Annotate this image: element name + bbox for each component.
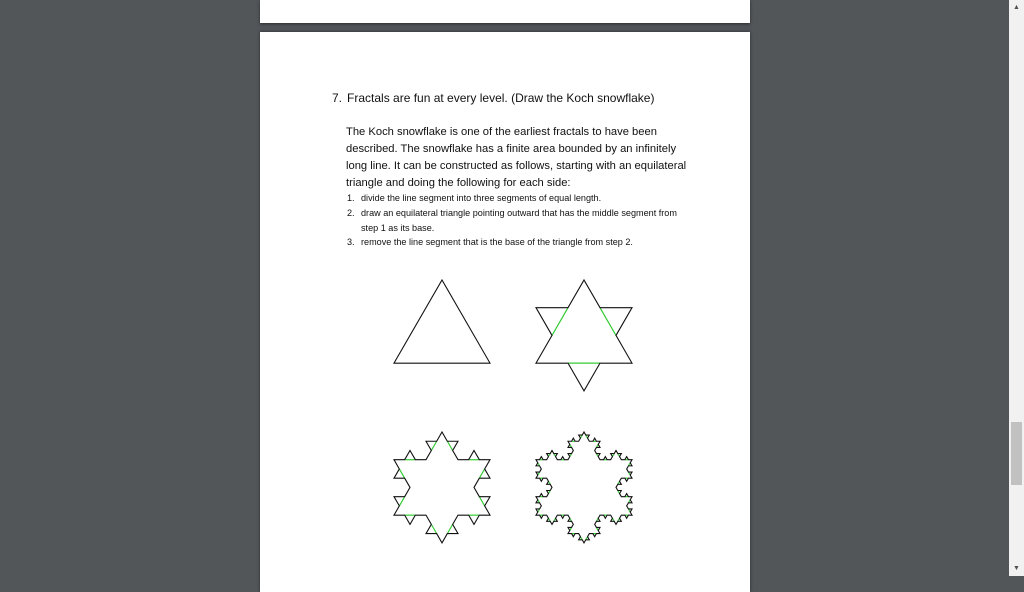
step-text: divide the line segment into three segments of equal length.	[361, 193, 602, 203]
step-item	[346, 191, 696, 206]
removed-base-segment	[431, 524, 436, 533]
removed-base-segment	[600, 308, 616, 336]
construction-steps	[346, 191, 696, 250]
question-title: Fractals are fun at every level. (Draw the Koch snowflake)	[347, 91, 655, 105]
description-paragraph: The Koch snowflake is one of the earliest fractals to have been described. The snowflake has a finite area bounded by an infinitely long line. It can be constructed as follows, starting with an equilateral triangle and doing the following for each side:	[346, 126, 687, 189]
triangle-up-icon[interactable]: ▲	[1013, 4, 1020, 11]
triangle-down-icon[interactable]: ▼	[1013, 565, 1020, 572]
step-number: 3.	[347, 237, 355, 248]
koch-outline	[394, 432, 490, 543]
koch-outline	[536, 432, 632, 543]
koch-outline	[394, 280, 490, 363]
step-text: draw an equilateral triangle pointing outward that has the middle segment from step 1 as its base.	[361, 207, 677, 233]
removed-base-segment	[447, 441, 452, 450]
step-item	[346, 206, 696, 236]
koch-iteration-1	[535, 279, 633, 395]
scrollbar-thumb[interactable]	[1011, 422, 1022, 485]
removed-base-segment	[447, 524, 452, 533]
koch-iteration-0	[393, 279, 493, 369]
question-number: 7.	[332, 91, 343, 105]
koch-iteration-3	[535, 431, 633, 547]
koch-iteration-2	[393, 431, 491, 547]
question-heading	[332, 91, 654, 105]
koch-outline	[536, 280, 632, 391]
removed-base-segment	[399, 469, 404, 478]
step-number: 1.	[347, 193, 355, 203]
removed-base-segment	[479, 497, 484, 506]
vertical-scrollbar[interactable]	[1009, 0, 1024, 576]
step-item	[346, 235, 696, 250]
removed-base-segment	[552, 308, 568, 336]
document-page	[260, 32, 750, 592]
step-number: 2.	[347, 207, 355, 218]
removed-base-segment	[431, 441, 436, 450]
previous-page	[260, 0, 750, 23]
step-text: remove the line segment that is the base of the triangle from step 2.	[361, 237, 633, 248]
removed-base-segment	[479, 469, 484, 478]
removed-base-segment	[399, 497, 404, 506]
